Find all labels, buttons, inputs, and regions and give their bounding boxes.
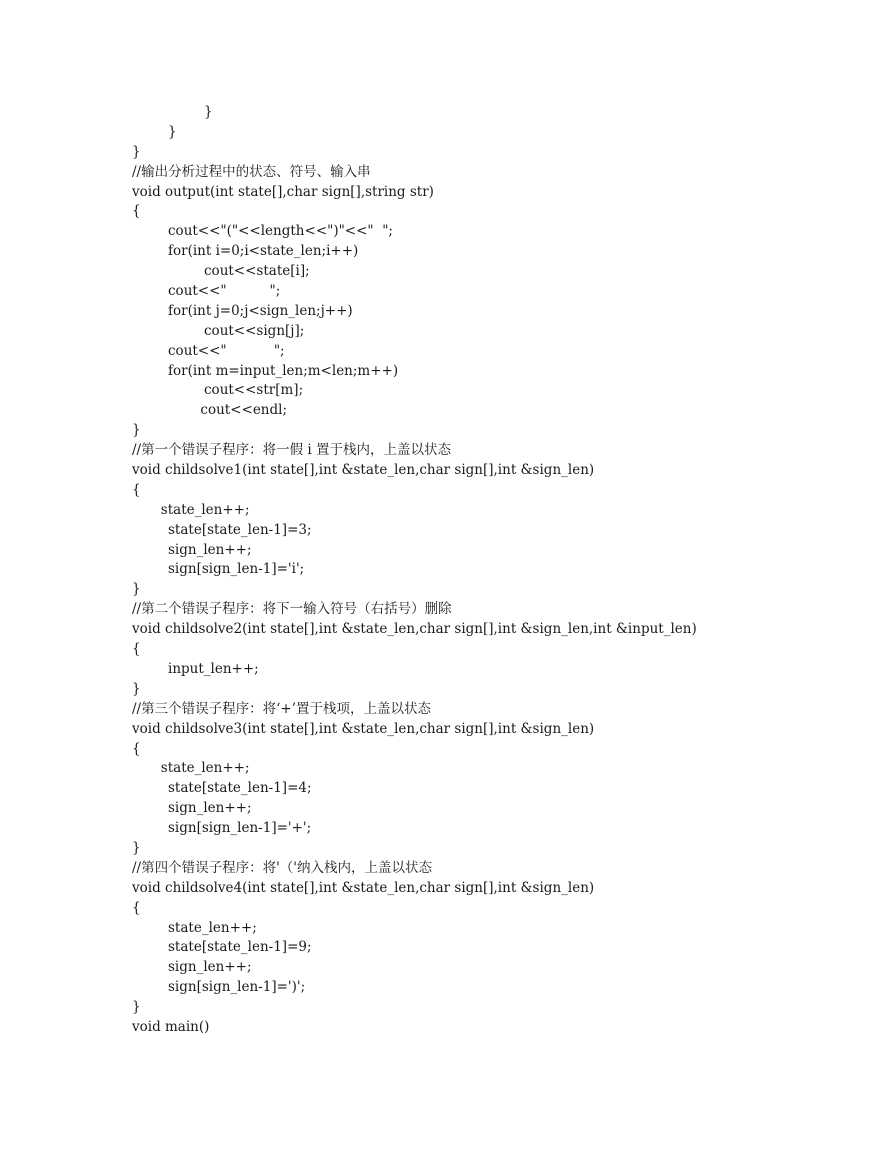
code-line: state[state_len-1]=3; <box>168 521 312 538</box>
code-line: cout<<str[m]; <box>204 382 304 399</box>
code-line: } <box>168 123 177 140</box>
code-line: } <box>132 143 141 160</box>
code-line: } <box>132 999 141 1016</box>
code-line: { <box>132 899 141 916</box>
code-line: void childsolve4(int state[],int &state_len,char sign[],int &sign_len) <box>132 879 595 896</box>
code-line: } <box>204 104 213 120</box>
code-line: for(int i=0;i<state_len;i++) <box>168 243 359 260</box>
code-line: sign_len++; <box>168 800 252 817</box>
code-line: cout<<endl; <box>200 402 288 419</box>
code-line: { <box>132 481 141 498</box>
code-line: sign[sign_len-1]='+'; <box>168 820 312 837</box>
code-line: state_len++; <box>168 919 257 936</box>
code-line: } <box>132 839 141 856</box>
code-line: { <box>132 203 141 220</box>
code-line: state[state_len-1]=9; <box>168 939 312 956</box>
code-line: sign[sign_len-1]=')'; <box>168 979 306 996</box>
code-line: } <box>132 680 141 697</box>
code-line: sign[sign_len-1]='i'; <box>168 561 305 578</box>
code-line: { <box>132 641 141 658</box>
code-line: cout<<" "; <box>168 283 281 300</box>
code-line: cout<<state[i]; <box>204 263 310 280</box>
code-line: state_len++; <box>160 501 250 518</box>
code-line: void main() <box>132 1018 210 1035</box>
code-line: state[state_len-1]=4; <box>168 780 312 797</box>
code-listing <box>132 103 852 1038</box>
code-line: sign_len++; <box>168 959 252 976</box>
code-line: cout<<" "; <box>168 342 285 359</box>
code-line: void childsolve2(int state[],int &state_len,char sign[],int &sign_len,int &input_len) <box>132 621 697 638</box>
code-line: //第四个错误子程序：将'（'纳入栈内，上盖以状态 <box>132 859 433 876</box>
code-line: void childsolve1(int state[],int &state_len,char sign[],int &sign_len) <box>132 462 595 479</box>
code-line: void childsolve3(int state[],int &state_len,char sign[],int &sign_len) <box>132 720 595 737</box>
code-line: //第三个错误子程序：将‘+’置于栈项，上盖以状态 <box>132 700 431 717</box>
code-line: } <box>132 422 141 439</box>
code-line: input_len++; <box>168 660 259 677</box>
code-line: void output(int state[],char sign[],string str) <box>132 183 434 200</box>
code-line: { <box>132 740 141 757</box>
code-line: cout<<"("<<length<<")"<<" "; <box>168 223 393 240</box>
code-line: state_len++; <box>160 760 250 777</box>
code-line: } <box>132 581 141 598</box>
code-line: cout<<sign[j]; <box>204 322 305 339</box>
code-line: //输出分析过程中的状态、符号、输入串 <box>132 163 371 180</box>
code-line: for(int j=0;j<sign_len;j++) <box>168 302 353 319</box>
code-line: //第一个错误子程序：将一假 i 置于栈内，上盖以状态 <box>132 442 451 459</box>
code-line: //第二个错误子程序：将下一输入符号（右括号）删除 <box>132 601 452 618</box>
code-line: for(int m=input_len;m<len;m++) <box>168 362 399 379</box>
code-line: sign_len++; <box>168 541 252 558</box>
